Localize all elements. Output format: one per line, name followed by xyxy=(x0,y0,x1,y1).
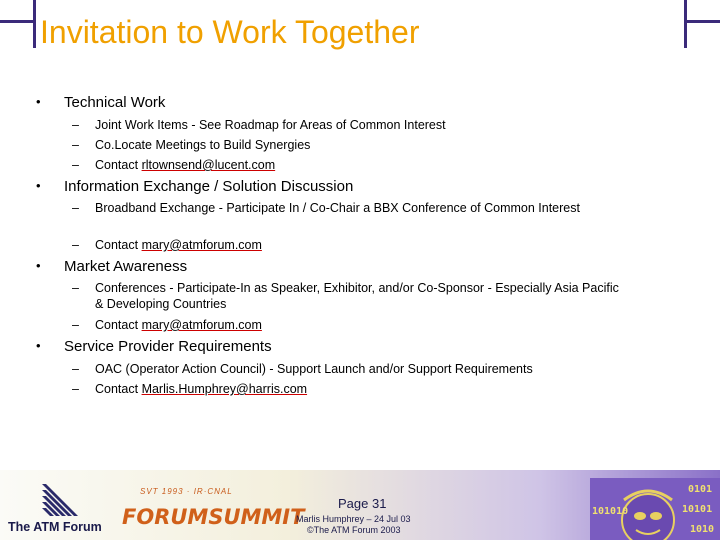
sub-item-text xyxy=(95,157,635,173)
dash-icon: – xyxy=(72,158,79,172)
atm-forum-logo-icon xyxy=(40,482,80,518)
dash-icon: – xyxy=(72,201,79,215)
email-link[interactable]: mary@atmforum.com xyxy=(141,238,262,252)
sub-item-text xyxy=(95,317,635,333)
bullet-icon: • xyxy=(36,258,41,273)
binary-text: 1010 xyxy=(690,524,715,535)
slide-title: Invitation to Work Together xyxy=(40,14,420,50)
sub-item-text: Co.Locate Meetings to Build Synergies xyxy=(95,138,311,152)
bullet-icon: • xyxy=(36,94,41,109)
sub-item-text xyxy=(95,237,635,253)
sub-item-text: OAC (Operator Action Council) - Support Launch and/or Support Requirements xyxy=(95,362,533,376)
page-number: Page 31 xyxy=(338,496,387,511)
copyright: ©The ATM Forum 2003 xyxy=(307,525,401,535)
bullet-icon: • xyxy=(36,338,41,353)
top-right-bracket-vertical xyxy=(684,0,687,48)
contact-prefix: Contact xyxy=(95,382,142,396)
dash-icon: – xyxy=(72,382,79,396)
top-left-bracket-horizontal xyxy=(0,20,36,23)
binary-text: 101010 xyxy=(592,506,629,517)
dash-icon: – xyxy=(72,118,79,132)
section-heading: Service Provider Requirements xyxy=(64,338,272,355)
summit-tagline: SVT 1993 · IR·CNAL xyxy=(140,487,233,496)
section-heading: Information Exchange / Solution Discussion xyxy=(64,178,354,195)
dash-icon: – xyxy=(72,238,79,252)
top-left-bracket-vertical xyxy=(33,0,36,48)
section-heading: Market Awareness xyxy=(64,258,188,275)
atm-forum-logo-text: The ATM Forum xyxy=(8,520,102,534)
email-link[interactable]: rltownsend@lucent.com xyxy=(141,158,276,172)
sub-item-text xyxy=(95,381,635,397)
sub-item-text: Broadband Exchange - Participate In / Co-Chair a BBX Conference of Common Interest xyxy=(95,201,580,215)
dash-icon: – xyxy=(72,318,79,332)
bullet-icon: • xyxy=(36,178,41,193)
dash-icon: – xyxy=(72,138,79,152)
email-link[interactable]: Marlis.Humphrey@harris.com xyxy=(141,382,308,396)
author-date: Marlis Humphrey – 24 Jul 03 xyxy=(296,514,411,524)
contact-prefix: Contact xyxy=(95,318,142,332)
decorative-face-graphic xyxy=(590,478,720,540)
top-right-bracket-horizontal xyxy=(684,20,720,23)
sub-item-text: Joint Work Items - See Roadmap for Areas of Common Interest xyxy=(95,118,446,132)
email-link[interactable]: mary@atmforum.com xyxy=(141,318,262,332)
contact-prefix: Contact xyxy=(95,238,142,252)
section-heading: Technical Work xyxy=(64,94,166,111)
binary-text: 10101 xyxy=(682,504,713,515)
forum-summit-logo: FORUMSUMMIT xyxy=(122,505,305,529)
contact-prefix: Contact xyxy=(95,158,142,172)
binary-text: 0101 xyxy=(688,484,713,495)
dash-icon: – xyxy=(72,281,79,295)
dash-icon: – xyxy=(72,362,79,376)
sub-item-text: Conferences - Participate-In as Speaker, Exhibitor, and/or Co-Sponsor - Especially Asia Pacific & Developing Countries xyxy=(95,281,619,311)
